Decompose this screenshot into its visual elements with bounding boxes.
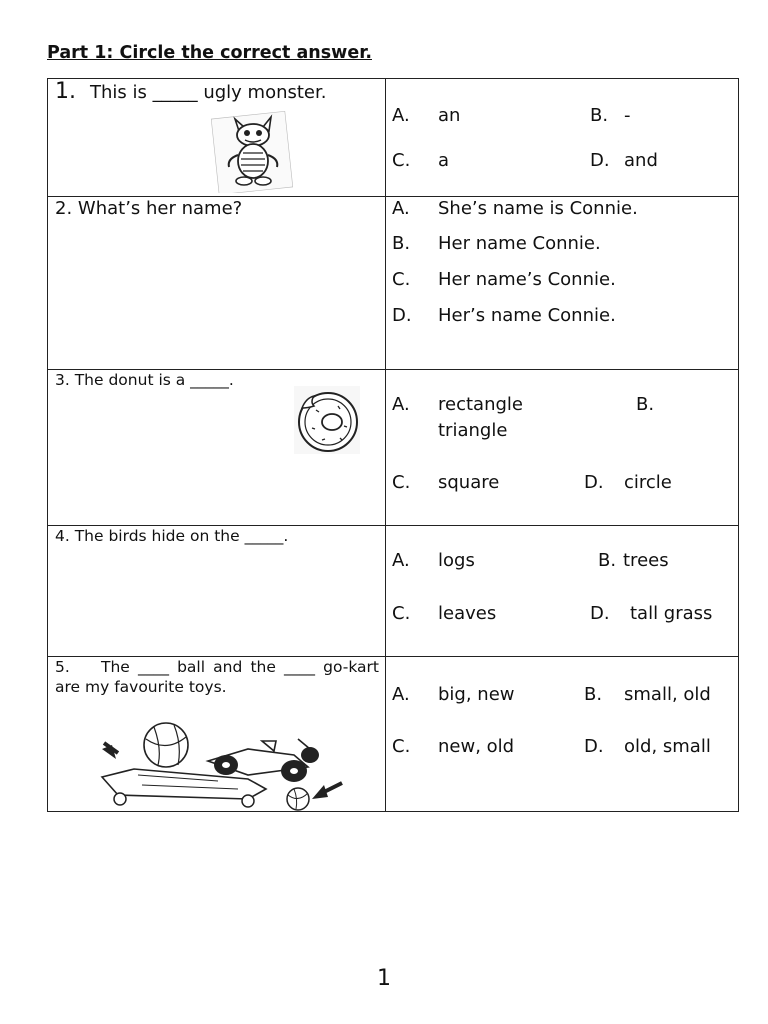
option-text: new, old	[438, 736, 515, 757]
option-2b[interactable]	[392, 233, 601, 254]
option-letter: A.	[392, 550, 410, 571]
option-text: tall grass	[630, 603, 713, 624]
option-letter: B.	[392, 233, 411, 254]
option-letter: A.	[392, 198, 410, 219]
question-table	[47, 78, 739, 812]
option-5c[interactable]	[392, 736, 514, 757]
option-3d[interactable]	[584, 472, 672, 493]
option-text: Her’s name Connie.	[438, 305, 616, 326]
option-letter: D.	[584, 472, 604, 493]
option-text: small, old	[624, 684, 711, 705]
option-3c[interactable]	[392, 472, 499, 493]
question-1-stem: This is _____ ugly monster.	[90, 82, 327, 103]
option-text: old, small	[624, 736, 711, 757]
question-cell-1	[48, 79, 386, 197]
option-2a[interactable]	[392, 198, 638, 219]
option-text: and	[624, 150, 658, 171]
option-letter: A.	[392, 684, 410, 705]
option-letter: B.	[598, 550, 617, 571]
page-number: 1	[377, 966, 391, 991]
option-letter: A.	[392, 394, 410, 415]
option-1c[interactable]	[392, 150, 449, 171]
option-letter: A.	[392, 105, 410, 126]
option-4b[interactable]	[598, 550, 669, 571]
question-cell-5	[48, 657, 386, 812]
question-cell-2	[48, 197, 386, 370]
option-letter: D.	[590, 150, 610, 171]
option-3b-text[interactable]	[438, 420, 507, 441]
option-5d[interactable]	[584, 736, 711, 757]
option-text: an	[438, 105, 461, 126]
option-text: leaves	[438, 603, 497, 624]
option-2d[interactable]	[392, 305, 616, 326]
option-text: square	[438, 472, 500, 493]
option-text: logs	[438, 550, 475, 571]
option-letter: C.	[392, 736, 411, 757]
option-letter: D.	[392, 305, 412, 326]
option-text: She’s name is Connie.	[438, 198, 638, 219]
question-3-text: 3. The donut is a _____.	[55, 371, 234, 389]
option-2c[interactable]	[392, 269, 616, 290]
option-text: big, new	[438, 684, 515, 705]
question-row-2	[48, 197, 739, 370]
option-1b[interactable]	[590, 105, 631, 126]
donut-icon	[292, 382, 362, 456]
option-letter: B.	[590, 105, 609, 126]
option-4d[interactable]	[590, 603, 712, 624]
options-cell-2	[386, 197, 739, 370]
option-letter: C.	[392, 269, 411, 290]
option-4a[interactable]	[392, 550, 475, 571]
option-text: -	[624, 105, 631, 126]
option-1a[interactable]	[392, 105, 460, 126]
question-1-text	[55, 79, 326, 104]
option-5b[interactable]	[584, 684, 711, 705]
option-letter: C.	[392, 603, 411, 624]
option-text: circle	[624, 472, 672, 493]
options-cell-3	[386, 370, 739, 526]
question-5-number: 5.	[55, 658, 70, 676]
question-cell-4	[48, 526, 386, 657]
option-letter: C.	[392, 150, 411, 171]
question-5-text	[55, 657, 379, 697]
option-text: Her name’s Connie.	[438, 269, 616, 290]
options-cell-4	[386, 526, 739, 657]
option-letter: C.	[392, 472, 411, 493]
option-text: triangle	[438, 420, 508, 441]
option-letter: D.	[590, 603, 610, 624]
question-5-stem: The ____ ball and the ____ go-kart are my favourite toys.	[55, 658, 379, 696]
question-1-number: 1.	[55, 79, 76, 104]
option-text: rectangle	[438, 394, 523, 415]
question-row-4	[48, 526, 739, 657]
question-2-text: 2. What’s her name?	[55, 198, 243, 219]
option-text: a	[438, 150, 450, 171]
toys-icon	[98, 719, 360, 811]
option-4c[interactable]	[392, 603, 496, 624]
question-row-3	[48, 370, 739, 526]
option-text: trees	[623, 550, 669, 571]
option-3b-letter[interactable]	[636, 394, 654, 415]
option-letter: D.	[584, 736, 604, 757]
option-letter: B.	[584, 684, 603, 705]
question-4-text: 4. The birds hide on the _____.	[55, 527, 289, 545]
question-cell-3	[48, 370, 386, 526]
option-3a[interactable]	[392, 394, 523, 415]
option-5a[interactable]	[392, 684, 515, 705]
options-cell-1	[386, 79, 739, 197]
options-cell-5	[386, 657, 739, 812]
monster-icon	[211, 109, 293, 193]
question-row-5	[48, 657, 739, 812]
question-row-1	[48, 79, 739, 197]
option-text: Her name Connie.	[438, 233, 601, 254]
option-1d[interactable]	[590, 150, 658, 171]
page-heading: Part 1: Circle the correct answer.	[47, 43, 372, 63]
option-letter: B.	[636, 394, 655, 415]
